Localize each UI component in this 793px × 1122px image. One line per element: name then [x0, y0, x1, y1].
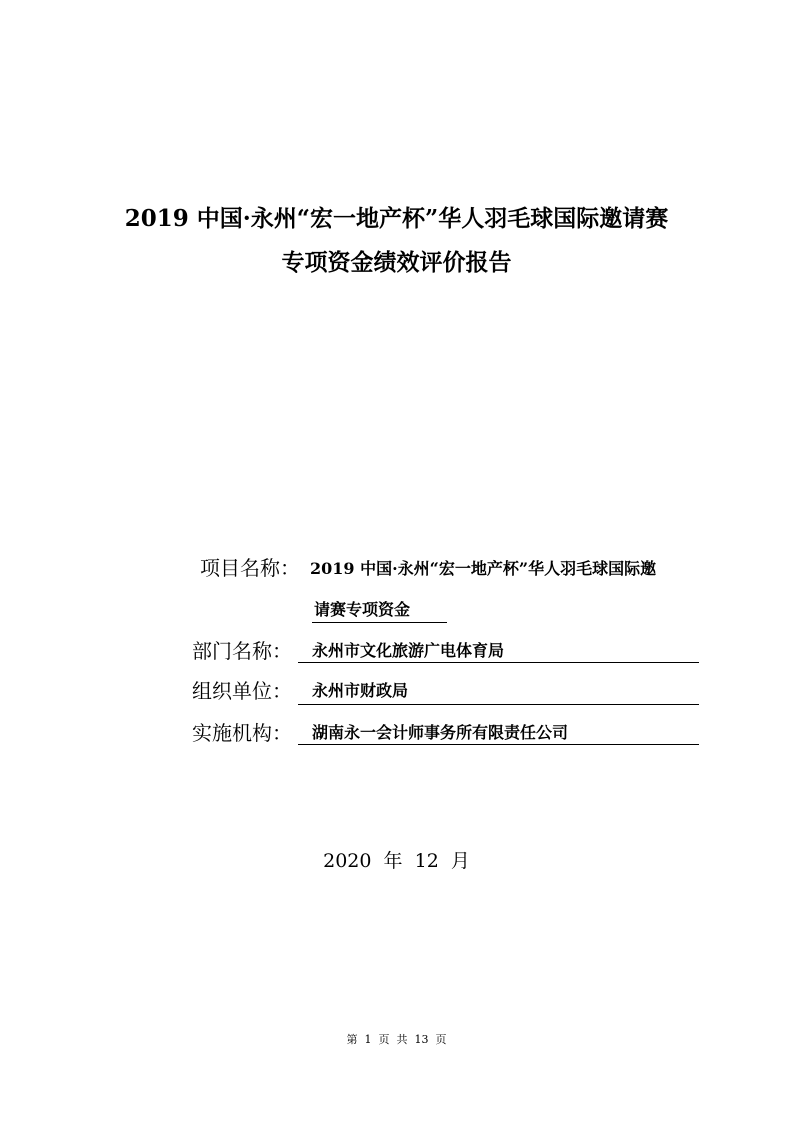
project-name-value-line-1: 2019 中国·永州“宏一地产杯”华人羽毛球国际邀: [310, 559, 657, 578]
project-name-label: 项目名称：: [200, 556, 300, 580]
report-title-line-1: 2019 中国·永州“宏一地产杯”华人羽毛球国际邀请赛: [124, 205, 669, 232]
organizer-underline: [298, 704, 699, 705]
executor-label: 实施机构：: [192, 721, 292, 745]
department-label: 部门名称：: [192, 639, 292, 663]
department-value: 永州市文化旅游广电体育局: [312, 641, 505, 660]
report-title-line-2: 专项资金绩效评价报告: [281, 249, 512, 276]
organizer-label: 组织单位：: [192, 679, 292, 703]
department-underline: [298, 662, 699, 663]
organizer-value: 永州市财政局: [312, 681, 409, 700]
executor-underline: [298, 744, 699, 745]
project-name-value-line-2: 请赛专项资金: [314, 600, 411, 619]
report-date: 2020 年 12 月: [323, 850, 470, 872]
page-footer: 第 1 页 共 13 页: [346, 1033, 447, 1046]
executor-value: 湖南永一会计师事务所有限责任公司: [312, 723, 569, 742]
project-name-underline: [312, 622, 447, 623]
